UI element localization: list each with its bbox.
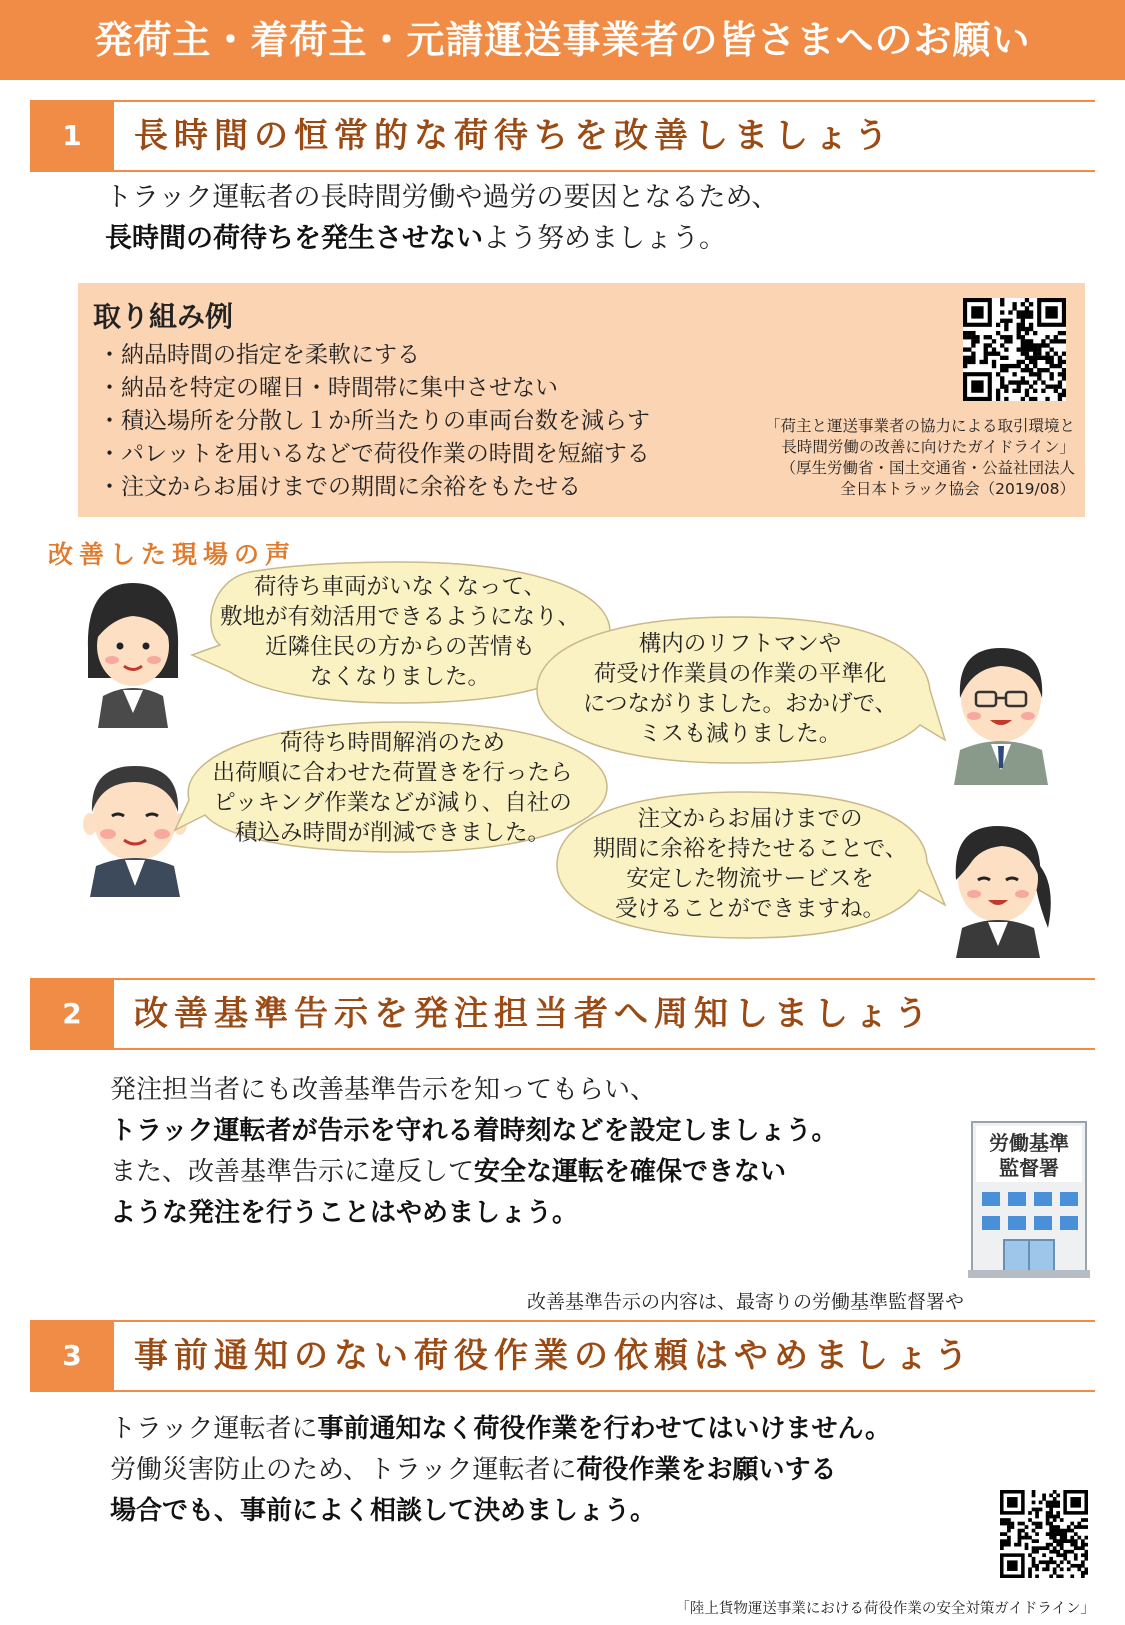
section-3-heading bbox=[30, 1320, 1095, 1392]
page-header bbox=[0, 0, 1125, 80]
office-sign-line-1: 労働基準 bbox=[989, 1131, 1069, 1155]
office-sign-line-2: 監督署 bbox=[999, 1156, 1059, 1180]
section-title: 事前通知のない荷役作業の依頼はやめましょう bbox=[134, 1336, 974, 1376]
examples-heading: 取り組み例 bbox=[93, 300, 234, 333]
speech-bubble: 構内のリフトマンや 荷受け作業員の作業の平準化 につながりました。おかげで、 ミスも減りました。 bbox=[535, 615, 945, 765]
section-3-citation: 「陸上貨物運送事業における荷役作業の安全対策ガイドライン」 bbox=[675, 1601, 1095, 1617]
section-number: 2 bbox=[30, 978, 114, 1050]
section-title: 長時間の恒常的な荷待ちを改善しましょう bbox=[134, 116, 894, 156]
section-2-note: 改善基準告示の内容は、最寄りの労働基準監督署や bbox=[527, 1291, 965, 1313]
qr-code-icon[interactable] bbox=[963, 298, 1066, 401]
section-title: 改善基準告示を発注担当者へ周知しましょう bbox=[134, 994, 934, 1034]
speech-bubble: 注文からお届けまでの 期間に余裕を持たせることで、 安定した物流サービスを 受けることができますね。 bbox=[555, 790, 945, 940]
section-number: 1 bbox=[30, 100, 114, 172]
man-glasses-avatar-icon bbox=[942, 640, 1060, 785]
list-item: ・積込場所を分散し１か所当たりの車両台数を減らす bbox=[98, 408, 650, 434]
list-item: ・納品時間の指定を柔軟にする bbox=[98, 342, 420, 368]
section-3-body: トラック運転者に事前通知なく荷役作業を行わせてはいけません。 労働災害防止のため、トラック運転者に荷役作業をお願いする 場合でも、事前によく相談して決めましょう。 bbox=[110, 1414, 892, 1526]
section-1-heading bbox=[30, 100, 1095, 172]
speech-bubble: 荷待ち時間解消のため 出荷順に合わせた荷置きを行ったら ピッキング作業などが減り、自社の 積込み時間が削減できました。 bbox=[175, 720, 610, 855]
woman-avatar-icon bbox=[78, 578, 188, 728]
list-item: ・納品を特定の曜日・時間帯に集中させない bbox=[98, 375, 558, 401]
woman-ponytail-avatar-icon bbox=[940, 818, 1062, 958]
list-item: ・注文からお届けまでの期間に余裕をもたせる bbox=[98, 474, 581, 500]
section-2-body: 発注担当者にも改善基準告示を知ってもらい、 トラック運転者が告示を守れる着時刻などを設定しましょう。 また、改善基準告示に違反して安全な運転を確保できない ような発注を行うことはやめましょう。 bbox=[110, 1075, 838, 1228]
page-title: 発荷主・着荷主・元請運送事業者の皆さまへのお願い bbox=[94, 18, 1031, 62]
labor-office-building-icon bbox=[968, 1120, 1090, 1280]
voices-heading: 改善した現場の声 bbox=[48, 540, 297, 569]
section-number: 3 bbox=[30, 1320, 114, 1392]
section-2-heading bbox=[30, 978, 1095, 1050]
examples-box bbox=[78, 283, 1085, 517]
examples-list bbox=[98, 339, 650, 504]
qr-code-icon[interactable] bbox=[1000, 1490, 1088, 1578]
list-item: ・パレットを用いるなどで荷役作業の時間を短縮する bbox=[98, 441, 650, 467]
guideline-citation: 「荷主と運送事業者の協力による取引環境と 長時間労働の改善に向けたガイドライン」 （厚生労働省・国土交通省・公益社団法人 全日本トラック協会（2019/08） bbox=[764, 417, 1075, 498]
section-1-intro: トラック運転者の長時間労働や過労の要因となるため、 長時間の荷待ちを発生させないよう努めましょう。 bbox=[105, 182, 779, 254]
speech-bubble: 荷待ち車両がいなくなって、 敷地が有効活用できるようになり、 近隣住民の方からの苦情も なくなりました。 bbox=[190, 560, 610, 705]
